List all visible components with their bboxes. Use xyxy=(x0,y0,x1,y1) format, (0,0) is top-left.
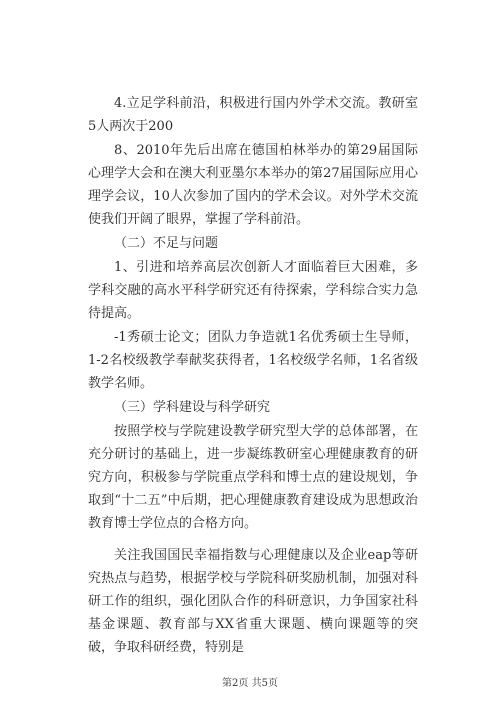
paragraph-teaching-goals: -1秀硕士论文；团队力争造就1名优秀硕士生导师，1-2名校级教学奉献奖获得者，1名校级学名师，1名省级教学名师。 xyxy=(88,330,418,391)
paragraph-research-focus: 关注我国国民幸福指数与心理健康以及企业eap等研究热点与趋势，根据学校与学院科研奖励机制，加强对科研工作的组织，强化团队合作的科研意识，力争国家社科基金课题、教育部与XX省重大课题、横向课题等的突破，争取科研经费，特别是 xyxy=(88,548,418,655)
document-body xyxy=(88,92,418,659)
paragraph-talent-difficulty: 1、引进和培养高层次创新人才面临着巨大困难，多学科交融的高水平科学研究还有待探索，学科综合实力急待提高。 xyxy=(88,260,418,321)
paragraph-academic-exchange: 4.立足学科前沿，积极进行国内外学术交流。教研室5人两次于200 xyxy=(88,96,418,134)
section-heading-research: （三）学科建设与科学研究 xyxy=(114,400,271,415)
section-heading-shortcomings: （二）不足与问题 xyxy=(114,236,219,251)
page-footer: 第2页 共5页 xyxy=(222,678,278,689)
paragraph-research-direction: 按照学校与学院建设教学研究型大学的总体部署，在充分研讨的基础上，进一步凝练教研室心理健康教育的研究方向，积极参与学院重点学科和博士点的建设规划，争取到“十二五”中后期，把心理健康教育建设成为思想政治教育博士学位点的合格方向。 xyxy=(88,424,418,531)
paragraph-international-conferences: 8、2010年先后出席在德国柏林举办的第29届国际心理学大会和在澳大利亚墨尔本举办的第27届国际应用心理学会议，10人次参加了国内的学术会议。对外学术交流使我们开阔了眼界，掌握了学科前沿。 xyxy=(88,143,418,227)
